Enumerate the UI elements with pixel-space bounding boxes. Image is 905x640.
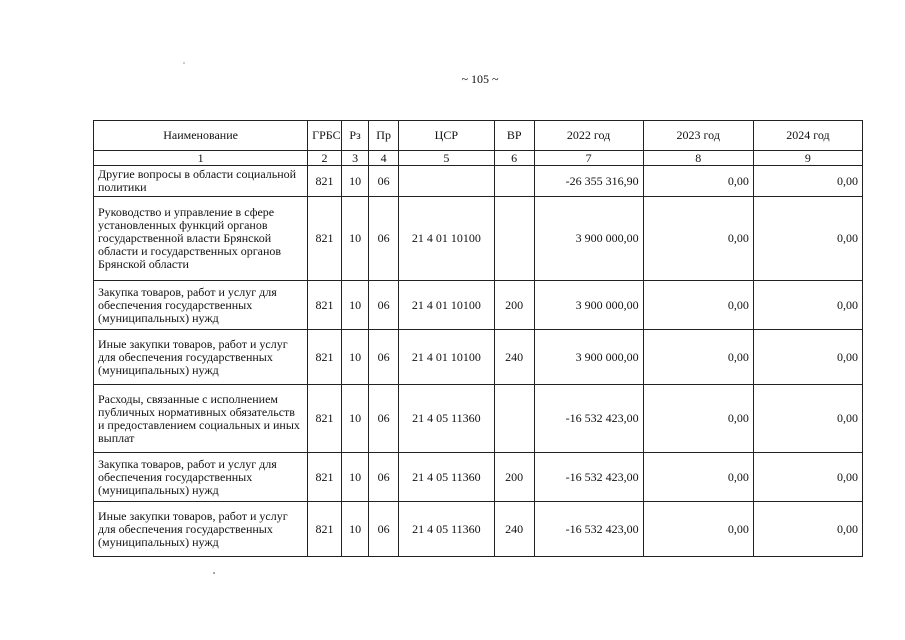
column-number: 1 — [94, 151, 308, 166]
row-2023: 0,00 — [643, 197, 753, 281]
row-name: Иные закупки товаров, работ и услуг для обеспечения государственных (муниципальных) нужд — [94, 502, 308, 557]
row-2023: 0,00 — [643, 330, 753, 385]
row-name: Расходы, связанные с исполнением публичных нормативных обязательств и предоставлением социальных и иных выплат — [94, 385, 308, 453]
row-pr: 06 — [369, 385, 399, 453]
header-grbs: ГРБС — [308, 121, 342, 151]
column-number: 7 — [534, 151, 643, 166]
row-csr: 21 4 05 11360 — [398, 453, 494, 502]
column-number: 4 — [369, 151, 399, 166]
row-csr: 21 4 01 10100 — [398, 330, 494, 385]
column-number: 2 — [308, 151, 342, 166]
table-row — [94, 385, 863, 453]
row-csr: 21 4 05 11360 — [398, 385, 494, 453]
row-pr: 06 — [369, 281, 399, 330]
row-grbs: 821 — [308, 453, 342, 502]
row-pr: 06 — [369, 502, 399, 557]
header-rz: Рз — [341, 121, 369, 151]
column-number: 5 — [398, 151, 494, 166]
row-2023: 0,00 — [643, 166, 753, 197]
row-name: Другие вопросы в области социальной политики — [94, 166, 308, 197]
row-2023: 0,00 — [643, 281, 753, 330]
row-grbs: 821 — [308, 330, 342, 385]
row-2024: 0,00 — [753, 166, 862, 197]
row-grbs: 821 — [308, 281, 342, 330]
row-2024: 0,00 — [753, 197, 862, 281]
table-row — [94, 166, 863, 197]
row-vr — [494, 166, 534, 197]
row-rz: 10 — [341, 385, 369, 453]
row-2024: 0,00 — [753, 281, 862, 330]
row-grbs: 821 — [308, 502, 342, 557]
table-row — [94, 502, 863, 557]
row-rz: 10 — [341, 502, 369, 557]
row-grbs: 821 — [308, 385, 342, 453]
page-number: ~ 105 ~ — [461, 72, 499, 86]
row-vr: 240 — [494, 502, 534, 557]
header-2022: 2022 год — [534, 121, 643, 151]
row-vr — [494, 385, 534, 453]
row-rz: 10 — [341, 453, 369, 502]
row-csr: 21 4 01 10100 — [398, 281, 494, 330]
column-number-row — [94, 151, 863, 166]
header-2024: 2024 год — [753, 121, 862, 151]
row-vr — [494, 197, 534, 281]
row-pr: 06 — [369, 197, 399, 281]
row-rz: 10 — [341, 281, 369, 330]
table-row — [94, 330, 863, 385]
row-name: Руководство и управление в сфере установленных функций органов государственной власти Брянской области и государственных органов Брянской области — [94, 197, 308, 281]
row-2022: 3 900 000,00 — [534, 330, 643, 385]
scan-speck — [213, 572, 215, 574]
row-2022: -16 532 423,00 — [534, 453, 643, 502]
row-rz: 10 — [341, 330, 369, 385]
row-vr: 200 — [494, 453, 534, 502]
row-2024: 0,00 — [753, 502, 862, 557]
row-2024: 0,00 — [753, 330, 862, 385]
row-name: Закупка товаров, работ и услуг для обеспечения государственных (муниципальных) нужд — [94, 281, 308, 330]
table-row — [94, 197, 863, 281]
header-csr: ЦСР — [398, 121, 494, 151]
row-rz: 10 — [341, 197, 369, 281]
row-2022: -26 355 316,90 — [534, 166, 643, 197]
row-pr: 06 — [369, 166, 399, 197]
row-name: Иные закупки товаров, работ и услуг для обеспечения государственных (муниципальных) нужд — [94, 330, 308, 385]
header-2023: 2023 год — [643, 121, 753, 151]
row-2022: -16 532 423,00 — [534, 385, 643, 453]
row-2024: 0,00 — [753, 385, 862, 453]
header-name: Наименование — [94, 121, 308, 151]
row-grbs: 821 — [308, 197, 342, 281]
row-csr — [398, 166, 494, 197]
header-pr: Пр — [369, 121, 399, 151]
row-csr: 21 4 01 10100 — [398, 197, 494, 281]
table-row — [94, 453, 863, 502]
row-2023: 0,00 — [643, 385, 753, 453]
row-2023: 0,00 — [643, 502, 753, 557]
scan-speck — [183, 62, 185, 64]
row-2022: 3 900 000,00 — [534, 197, 643, 281]
header-vr: ВР — [494, 121, 534, 151]
row-2024: 0,00 — [753, 453, 862, 502]
column-number: 9 — [753, 151, 862, 166]
row-pr: 06 — [369, 330, 399, 385]
column-number: 8 — [643, 151, 753, 166]
row-vr: 200 — [494, 281, 534, 330]
row-rz: 10 — [341, 166, 369, 197]
column-number: 3 — [341, 151, 369, 166]
column-number: 6 — [494, 151, 534, 166]
row-name: Закупка товаров, работ и услуг для обеспечения государственных (муниципальных) нужд — [94, 453, 308, 502]
row-2022: 3 900 000,00 — [534, 281, 643, 330]
header-row — [94, 121, 863, 151]
row-pr: 06 — [369, 453, 399, 502]
row-grbs: 821 — [308, 166, 342, 197]
row-2023: 0,00 — [643, 453, 753, 502]
budget-table — [93, 120, 863, 557]
row-vr: 240 — [494, 330, 534, 385]
row-2022: -16 532 423,00 — [534, 502, 643, 557]
row-csr: 21 4 05 11360 — [398, 502, 494, 557]
table-row — [94, 281, 863, 330]
